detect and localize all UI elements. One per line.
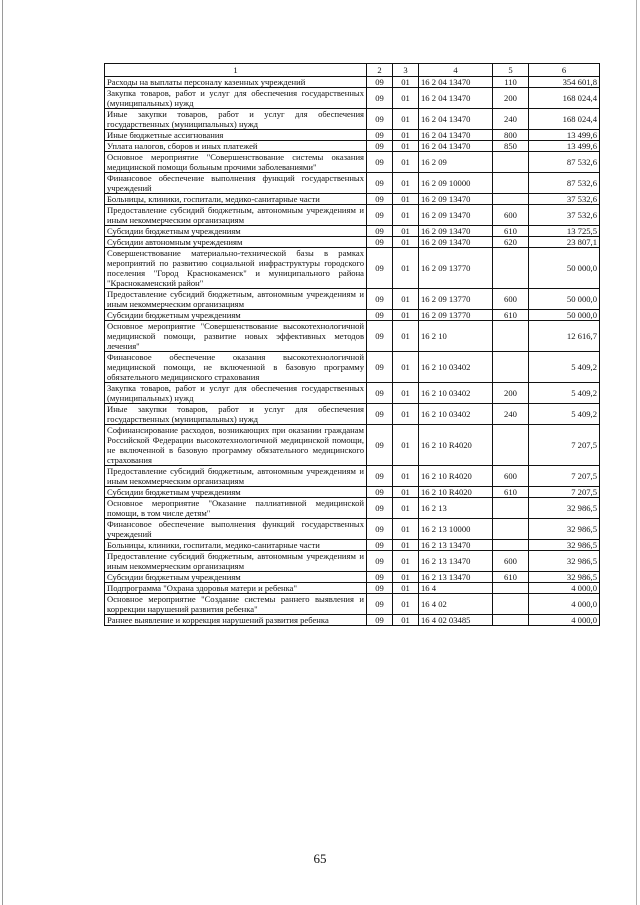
target-article-cell: 16 2 04 13470 — [419, 77, 493, 88]
table-row — [105, 88, 600, 109]
table-row — [105, 237, 600, 248]
section-code-cell: 09 — [367, 130, 393, 141]
header-cell: 3 — [393, 64, 419, 77]
expense-type-cell: 600 — [493, 205, 529, 226]
table-row — [105, 173, 600, 194]
section-code-cell: 09 — [367, 226, 393, 237]
table-row — [105, 194, 600, 205]
item-name-cell: Закупка товаров, работ и услуг для обеспечения государственных (муниципальных) нужд — [105, 383, 367, 404]
target-article-cell: 16 2 04 13470 — [419, 109, 493, 130]
table-row — [105, 519, 600, 540]
amount-cell: 7 207,5 — [529, 466, 600, 487]
item-name-cell: Больницы, клиники, госпитали, медико-санитарные части — [105, 540, 367, 551]
table-row — [105, 425, 600, 466]
table-row — [105, 310, 600, 321]
target-article-cell: 16 4 — [419, 583, 493, 594]
table-row — [105, 141, 600, 152]
table-row — [105, 487, 600, 498]
section-code-cell: 09 — [367, 289, 393, 310]
item-name-cell: Субсидии бюджетным учреждениям — [105, 226, 367, 237]
section-code-cell: 09 — [367, 572, 393, 583]
section-code-cell: 09 — [367, 583, 393, 594]
subsection-code-cell: 01 — [393, 152, 419, 173]
item-name-cell: Основное мероприятие "Совершенствование системы оказания медицинской помощи больным прочими заболеваниями" — [105, 152, 367, 173]
section-code-cell: 09 — [367, 383, 393, 404]
amount-cell: 50 000,0 — [529, 248, 600, 289]
item-name-cell: Закупка товаров, работ и услуг для обеспечения государственных (муниципальных) нужд — [105, 88, 367, 109]
table-row — [105, 466, 600, 487]
subsection-code-cell: 01 — [393, 109, 419, 130]
item-name-cell: Субсидии бюджетным учреждениям — [105, 487, 367, 498]
subsection-code-cell: 01 — [393, 519, 419, 540]
amount-cell: 13 499,6 — [529, 130, 600, 141]
expense-type-cell: 610 — [493, 226, 529, 237]
section-code-cell: 09 — [367, 237, 393, 248]
subsection-code-cell: 01 — [393, 141, 419, 152]
item-name-cell: Предоставление субсидий бюджетным, автономным учреждениям и иным некоммерческим организациям — [105, 466, 367, 487]
expense-type-cell: 110 — [493, 77, 529, 88]
amount-cell: 32 986,5 — [529, 540, 600, 551]
header-cell: 2 — [367, 64, 393, 77]
item-name-cell: Финансовое обеспечение выполнения функций государственных учреждений — [105, 519, 367, 540]
amount-cell: 87 532,6 — [529, 173, 600, 194]
item-name-cell: Основное мероприятие "Совершенствование высокотехнологичной медицинской помощи, развитие новых эффективных методов лечения" — [105, 321, 367, 352]
expense-type-cell: 800 — [493, 130, 529, 141]
subsection-code-cell: 01 — [393, 594, 419, 615]
expense-type-cell — [493, 248, 529, 289]
table-row — [105, 205, 600, 226]
amount-cell: 4 000,0 — [529, 615, 600, 626]
section-code-cell: 09 — [367, 540, 393, 551]
expense-type-cell — [493, 173, 529, 194]
target-article-cell: 16 2 13 10000 — [419, 519, 493, 540]
header-cell: 6 — [529, 64, 600, 77]
section-code-cell: 09 — [367, 248, 393, 289]
section-code-cell: 09 — [367, 594, 393, 615]
subsection-code-cell: 01 — [393, 289, 419, 310]
table-row — [105, 321, 600, 352]
target-article-cell: 16 2 13 13470 — [419, 572, 493, 583]
amount-cell: 5 409,2 — [529, 383, 600, 404]
section-code-cell: 09 — [367, 519, 393, 540]
table-row — [105, 540, 600, 551]
expense-type-cell — [493, 321, 529, 352]
amount-cell: 50 000,0 — [529, 289, 600, 310]
subsection-code-cell: 01 — [393, 583, 419, 594]
section-code-cell: 09 — [367, 498, 393, 519]
item-name-cell: Расходы на выплаты персоналу казенных учреждений — [105, 77, 367, 88]
table-row — [105, 352, 600, 383]
item-name-cell: Субсидии бюджетным учреждениям — [105, 572, 367, 583]
expense-type-cell — [493, 594, 529, 615]
subsection-code-cell: 01 — [393, 88, 419, 109]
subsection-code-cell: 01 — [393, 498, 419, 519]
subsection-code-cell: 01 — [393, 404, 419, 425]
expense-type-cell: 600 — [493, 466, 529, 487]
amount-cell: 168 024,4 — [529, 88, 600, 109]
item-name-cell: Субсидии автономным учреждениям — [105, 237, 367, 248]
item-name-cell: Иные закупки товаров, работ и услуг для обеспечения государственных (муниципальных) нужд — [105, 109, 367, 130]
expense-type-cell — [493, 152, 529, 173]
amount-cell: 4 000,0 — [529, 583, 600, 594]
subsection-code-cell: 01 — [393, 487, 419, 498]
table-row — [105, 594, 600, 615]
amount-cell: 12 616,7 — [529, 321, 600, 352]
subsection-code-cell: 01 — [393, 540, 419, 551]
table-row — [105, 498, 600, 519]
section-code-cell: 09 — [367, 141, 393, 152]
section-code-cell: 09 — [367, 615, 393, 626]
expense-type-cell — [493, 352, 529, 383]
target-article-cell: 16 2 10 R4020 — [419, 466, 493, 487]
amount-cell: 32 986,5 — [529, 572, 600, 583]
subsection-code-cell: 01 — [393, 205, 419, 226]
item-name-cell: Предоставление субсидий бюджетным, автономным учреждениям и иным некоммерческим организациям — [105, 205, 367, 226]
expense-type-cell: 620 — [493, 237, 529, 248]
subsection-code-cell: 01 — [393, 310, 419, 321]
section-code-cell: 09 — [367, 88, 393, 109]
amount-cell: 23 807,1 — [529, 237, 600, 248]
header-cell: 1 — [105, 64, 367, 77]
subsection-code-cell: 01 — [393, 173, 419, 194]
target-article-cell: 16 2 09 13470 — [419, 226, 493, 237]
target-article-cell: 16 2 09 — [419, 152, 493, 173]
subsection-code-cell: 01 — [393, 321, 419, 352]
header-cell: 4 — [419, 64, 493, 77]
item-name-cell: Предоставление субсидий бюджетным, автономным учреждениям и иным некоммерческим организациям — [105, 551, 367, 572]
table-row — [105, 130, 600, 141]
table-row — [105, 572, 600, 583]
target-article-cell: 16 2 10 03402 — [419, 404, 493, 425]
expense-type-cell: 200 — [493, 383, 529, 404]
amount-cell: 32 986,5 — [529, 519, 600, 540]
item-name-cell: Финансовое обеспечение оказания высокотехнологичной медицинской помощи, не включенной в базовую программу обязательного медицинского страхования — [105, 352, 367, 383]
target-article-cell: 16 2 13 — [419, 498, 493, 519]
subsection-code-cell: 01 — [393, 130, 419, 141]
subsection-code-cell: 01 — [393, 383, 419, 404]
subsection-code-cell: 01 — [393, 77, 419, 88]
item-name-cell: Уплата налогов, сборов и иных платежей — [105, 141, 367, 152]
item-name-cell: Совершенствование материально-технической базы в рамках мероприятий по развитию социальной инфраструктуры городского поселения "Город Краснокаменск" и муниципального района "Краснокаменский район" — [105, 248, 367, 289]
expense-type-cell: 200 — [493, 88, 529, 109]
amount-cell: 32 986,5 — [529, 551, 600, 572]
amount-cell: 354 601,8 — [529, 77, 600, 88]
section-code-cell: 09 — [367, 551, 393, 572]
amount-cell: 7 207,5 — [529, 487, 600, 498]
target-article-cell: 16 4 02 — [419, 594, 493, 615]
amount-cell: 87 532,6 — [529, 152, 600, 173]
budget-table — [104, 63, 600, 626]
section-code-cell: 09 — [367, 173, 393, 194]
item-name-cell: Субсидии бюджетным учреждениям — [105, 310, 367, 321]
table-row — [105, 289, 600, 310]
table-row — [105, 615, 600, 626]
item-name-cell: Софинансирование расходов, возникающих при оказании гражданам Российской Федерации высокотехнологичной медицинской помощи, не включенной в базовую программу обязательного медицинского страхования — [105, 425, 367, 466]
section-code-cell: 09 — [367, 77, 393, 88]
section-code-cell: 09 — [367, 194, 393, 205]
subsection-code-cell: 01 — [393, 194, 419, 205]
subsection-code-cell: 01 — [393, 237, 419, 248]
scan-edge-right — [636, 0, 637, 905]
section-code-cell: 09 — [367, 487, 393, 498]
header-row — [105, 64, 600, 77]
amount-cell: 13 725,5 — [529, 226, 600, 237]
item-name-cell: Финансовое обеспечение выполнения функций государственных учреждений — [105, 173, 367, 194]
section-code-cell: 09 — [367, 152, 393, 173]
expense-type-cell — [493, 519, 529, 540]
target-article-cell: 16 4 02 03485 — [419, 615, 493, 626]
target-article-cell: 16 2 09 13470 — [419, 237, 493, 248]
amount-cell: 168 024,4 — [529, 109, 600, 130]
target-article-cell: 16 2 09 13770 — [419, 310, 493, 321]
item-name-cell: Предоставление субсидий бюджетным, автономным учреждениям и иным некоммерческим организациям — [105, 289, 367, 310]
amount-cell: 4 000,0 — [529, 594, 600, 615]
page-number: 65 — [313, 851, 327, 866]
amount-cell: 13 499,6 — [529, 141, 600, 152]
expense-type-cell: 850 — [493, 141, 529, 152]
subsection-code-cell: 01 — [393, 572, 419, 583]
target-article-cell: 16 2 04 13470 — [419, 88, 493, 109]
amount-cell: 37 532,6 — [529, 194, 600, 205]
target-article-cell: 16 2 10 03402 — [419, 352, 493, 383]
expense-type-cell — [493, 583, 529, 594]
item-name-cell: Основное мероприятие "Оказание паллиативной медицинской помощи, в том числе детям" — [105, 498, 367, 519]
expense-type-cell: 600 — [493, 551, 529, 572]
table-row — [105, 109, 600, 130]
table-row — [105, 383, 600, 404]
target-article-cell: 16 2 04 13470 — [419, 130, 493, 141]
target-article-cell: 16 2 09 13770 — [419, 289, 493, 310]
section-code-cell: 09 — [367, 109, 393, 130]
expense-type-cell: 240 — [493, 109, 529, 130]
target-article-cell: 16 2 09 13770 — [419, 248, 493, 289]
amount-cell: 5 409,2 — [529, 404, 600, 425]
target-article-cell: 16 2 09 10000 — [419, 173, 493, 194]
amount-cell: 50 000,0 — [529, 310, 600, 321]
expense-type-cell: 610 — [493, 487, 529, 498]
subsection-code-cell: 01 — [393, 248, 419, 289]
section-code-cell: 09 — [367, 310, 393, 321]
amount-cell: 37 532,6 — [529, 205, 600, 226]
table-row — [105, 404, 600, 425]
target-article-cell: 16 2 10 — [419, 321, 493, 352]
item-name-cell: Основное мероприятие "Создание системы раннего выявления и коррекции нарушений развития ребенка" — [105, 594, 367, 615]
subsection-code-cell: 01 — [393, 352, 419, 383]
subsection-code-cell: 01 — [393, 615, 419, 626]
item-name-cell: Иные бюджетные ассигнования — [105, 130, 367, 141]
section-code-cell: 09 — [367, 352, 393, 383]
target-article-cell: 16 2 10 R4020 — [419, 425, 493, 466]
target-article-cell: 16 2 09 13470 — [419, 194, 493, 205]
item-name-cell: Иные закупки товаров, работ и услуг для обеспечения государственных (муниципальных) нужд — [105, 404, 367, 425]
expense-type-cell — [493, 615, 529, 626]
expense-type-cell — [493, 498, 529, 519]
table-row — [105, 551, 600, 572]
subsection-code-cell: 01 — [393, 226, 419, 237]
target-article-cell: 16 2 13 13470 — [419, 551, 493, 572]
item-name-cell: Больницы, клиники, госпитали, медико-санитарные части — [105, 194, 367, 205]
expense-type-cell: 610 — [493, 310, 529, 321]
amount-cell: 32 986,5 — [529, 498, 600, 519]
expense-type-cell — [493, 540, 529, 551]
expense-type-cell: 610 — [493, 572, 529, 583]
section-code-cell: 09 — [367, 205, 393, 226]
subsection-code-cell: 01 — [393, 425, 419, 466]
amount-cell: 5 409,2 — [529, 352, 600, 383]
target-article-cell: 16 2 04 13470 — [419, 141, 493, 152]
section-code-cell: 09 — [367, 321, 393, 352]
table-row — [105, 152, 600, 173]
expense-type-cell: 600 — [493, 289, 529, 310]
amount-cell: 7 207,5 — [529, 425, 600, 466]
target-article-cell: 16 2 10 03402 — [419, 383, 493, 404]
item-name-cell: Подпрограмма "Охрана здоровья матери и ребенка" — [105, 583, 367, 594]
table-row — [105, 248, 600, 289]
header-cell: 5 — [493, 64, 529, 77]
table-row — [105, 77, 600, 88]
section-code-cell: 09 — [367, 425, 393, 466]
expense-type-cell — [493, 194, 529, 205]
scan-edge-left — [2, 0, 3, 905]
target-article-cell: 16 2 13 13470 — [419, 540, 493, 551]
section-code-cell: 09 — [367, 404, 393, 425]
subsection-code-cell: 01 — [393, 551, 419, 572]
table-row — [105, 583, 600, 594]
subsection-code-cell: 01 — [393, 466, 419, 487]
item-name-cell: Раннее выявление и коррекция нарушений развития ребенка — [105, 615, 367, 626]
section-code-cell: 09 — [367, 466, 393, 487]
expense-type-cell — [493, 425, 529, 466]
target-article-cell: 16 2 10 R4020 — [419, 487, 493, 498]
target-article-cell: 16 2 09 13470 — [419, 205, 493, 226]
expense-type-cell: 240 — [493, 404, 529, 425]
table-row — [105, 226, 600, 237]
